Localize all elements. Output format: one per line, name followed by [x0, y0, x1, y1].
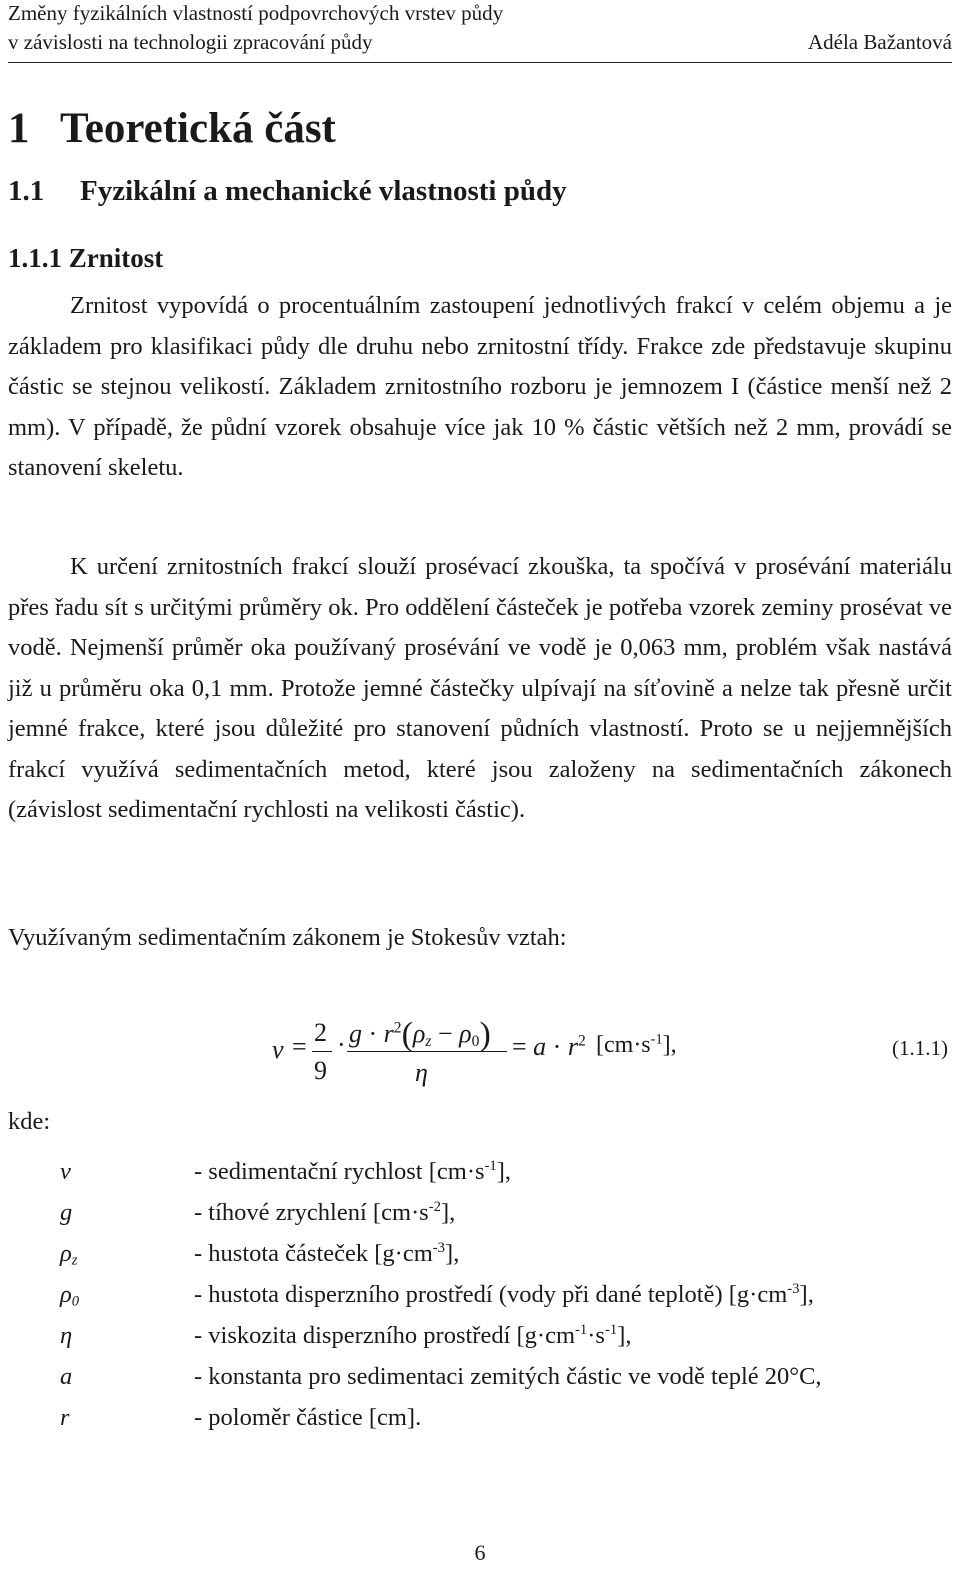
subsection-heading: 1.1.1 Zrnitost	[8, 243, 164, 273]
formula-r: r	[383, 1019, 394, 1048]
formula-minus: −	[437, 1019, 453, 1048]
formula-eta: η	[415, 1058, 428, 1087]
formula-rho: ρ	[459, 1019, 472, 1048]
definition-symbol: r	[60, 1404, 70, 1431]
formula-lhs: v	[272, 1035, 284, 1064]
definition-text: - hustota disperzního prostředí (vody při dané teplotě) $[g\cdot cm^{-3}]$,	[194, 1281, 814, 1308]
formula-unit-exp: -1	[650, 1031, 663, 1048]
definition-symbol: η	[60, 1322, 73, 1349]
section-number: 1.1	[8, 175, 45, 207]
formula-unit-post: ],	[662, 1032, 677, 1058]
definition-text: - poloměr částice [cm].	[194, 1404, 422, 1431]
chapter-title: Teoretická část	[60, 105, 336, 152]
formula-dot: ·	[337, 1030, 346, 1059]
formula-fraction-bar	[312, 1051, 332, 1052]
stokes-formula	[0, 1010, 960, 1090]
formula-square: 2	[393, 1019, 402, 1037]
paragraph-stokes-intro: Využívaným sedimentačním zákonem je Stokesův vztah:	[8, 924, 567, 951]
definition-text: - viskozita disperzního prostředí $[g\cdot cm^{-1}\cdot s^{-1}]$,	[194, 1322, 632, 1349]
definition-text: - hustota částeček $[g\cdot cm^{-3}]$,	[194, 1240, 460, 1267]
definition-symbol: a	[60, 1363, 73, 1390]
formula-dot: ·	[552, 1032, 562, 1061]
definition-text: - sedimentační rychlost $[cm\cdot s^{-1}]$,	[194, 1158, 512, 1185]
equation-number: (1.1.1)	[892, 1036, 948, 1060]
formula-sub-z: z	[425, 1032, 432, 1050]
definition-symbol: $\rho_0$	[60, 1281, 80, 1310]
definition-symbol: v	[60, 1158, 71, 1185]
header-title-line1: Změny fyzikálních vlastností podpovrchových vrstev půdy	[8, 1, 504, 25]
formula-frac-numerator: 2	[314, 1018, 327, 1047]
section-heading	[8, 175, 567, 208]
formula-dot: ·	[368, 1019, 378, 1048]
formula-g: g	[349, 1019, 362, 1048]
formula-r: r	[567, 1032, 578, 1061]
formula-unit	[596, 1032, 677, 1059]
formula-square: 2	[577, 1032, 586, 1050]
page-header	[8, 0, 952, 63]
definition-text: - konstanta pro sedimentaci zemitých částic ve vodě teplé 20°C,	[194, 1363, 822, 1390]
formula-a: a	[533, 1032, 547, 1061]
formula-sub-0: 0	[471, 1032, 480, 1050]
definition-text: - tíhové zrychlení $[cm\cdot s^{-2}]$,	[194, 1199, 456, 1226]
chapter-heading	[8, 104, 336, 153]
header-title-line2: v závislosti na technologii zpracování půdy	[8, 30, 373, 54]
formula-rho: ρ	[412, 1019, 426, 1048]
formula-main-fraction-bar	[347, 1051, 507, 1052]
definition-symbol: $\rho_z$	[60, 1240, 78, 1269]
formula-equals: =	[512, 1032, 527, 1061]
formula-numerator: $g \cdot r^2(\rho_z - \rho_0)$	[349, 1016, 491, 1053]
paragraph-proseva: K určení zrnitostních frakcí slouží prosévací zkouška, ta spočívá v prosévání materiálu přes řadu sít s určitými průměry ok. Pro oddělení částeček je potřeba vzorek zeminy prosévat ve vodě. Nejmenší průměr oka používaný prosévání ve vodě je 0,063 mm, problém však nastává již u průměru oka 0,1 mm. Protože jemné částečky ulpívají na síťovině a nelze tak přesně určit jemné frakce, které jsou důležité pro stanovení půdních vlastností. Proto se u nejjemnějších frakcí využívá sedimentačních metod, které jsou založeny na sedimentačních zákonech (závislost sedimentační rychlosti na velikosti částic).	[8, 553, 952, 823]
definition-symbol: g	[60, 1199, 73, 1226]
formula-frac-denominator: 9	[314, 1056, 327, 1085]
formula-equals: =	[292, 1032, 307, 1061]
where-label: kde:	[8, 1108, 51, 1135]
formula-rhs	[512, 1032, 586, 1062]
header-author: Adéla Bažantová	[807, 30, 952, 54]
chapter-number: 1	[8, 105, 30, 152]
formula-unit-pre: [cm·s	[596, 1032, 651, 1058]
section-title: Fyzikální a mechanické vlastnosti půdy	[80, 175, 567, 207]
paragraph-zrnitost: Zrnitost vypovídá o procentuálním zastoupení jednotlivých frakcí v celém objemu a je základem pro klasifikaci půdy dle druhu nebo zrnitostní třídy. Frakce zde představuje skupinu částic se stejnou velikostí. Základem zrnitostního rozboru je jemnozem I (částice menší než 2 mm). V případě, že půdní vzorek obsahuje více jak 10 % částic větších než 2 mm, provádí se stanovení skeletu.	[8, 292, 952, 481]
page-number: 6	[474, 1540, 486, 1565]
